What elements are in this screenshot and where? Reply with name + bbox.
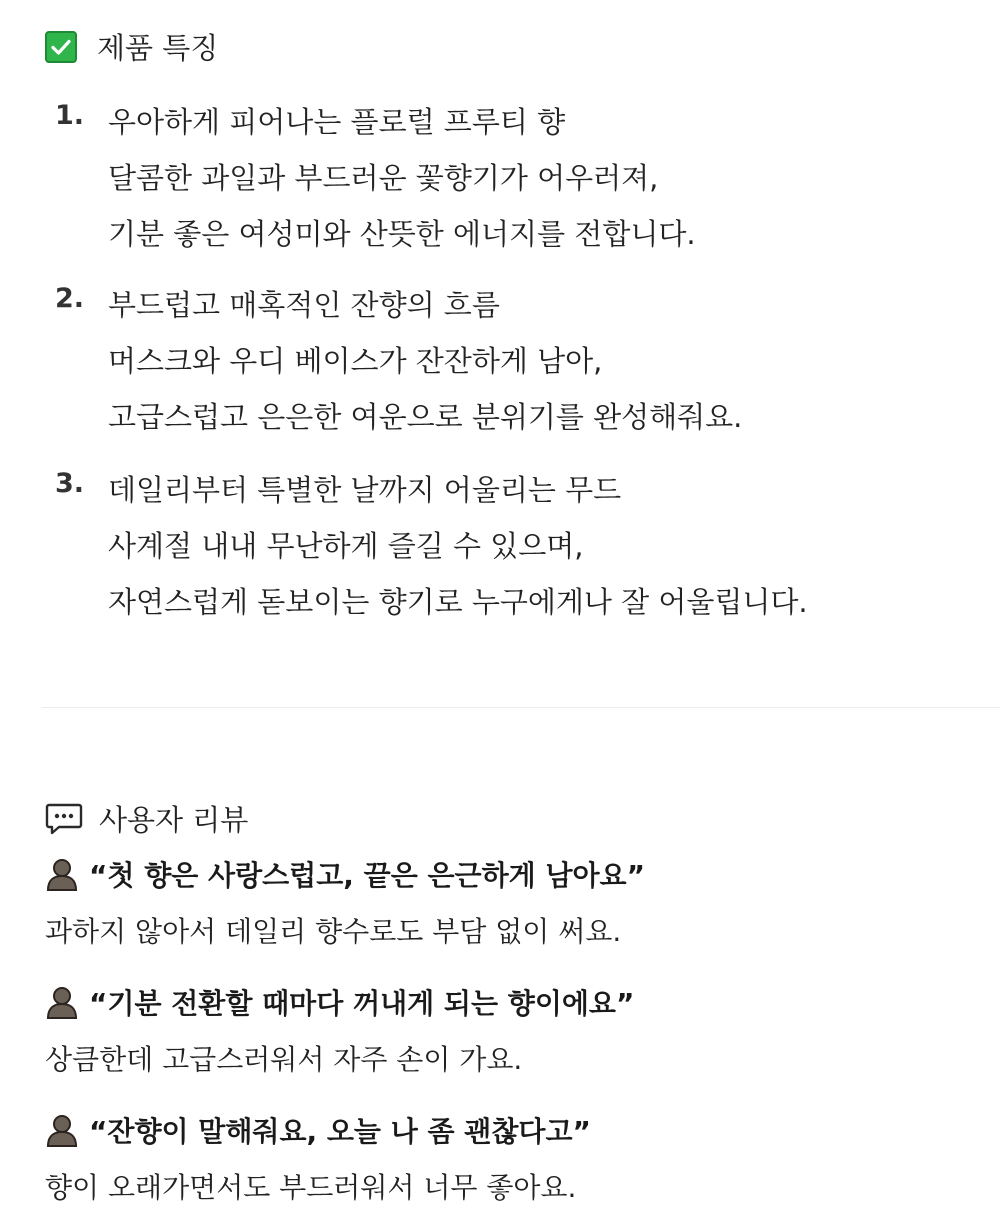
feature-description: 고급스럽고 은은한 여운으로 분위기를 완성해줘요. — [108, 400, 743, 434]
features-header — [45, 26, 218, 67]
person-icon — [45, 857, 79, 891]
feature-heading: 데일리부터 특별한 날까지 어울리는 무드 — [108, 473, 622, 507]
feature-description: 사계절 내내 무난하게 즐길 수 있으며, — [108, 529, 584, 563]
check-mark-icon — [45, 31, 77, 63]
review-title — [45, 982, 634, 1022]
review-quote: “잔향이 말해줘요, 오늘 나 좀 괜찮다고” — [89, 1115, 591, 1148]
feature-number: 3. — [55, 468, 85, 499]
review-title — [45, 854, 645, 894]
feature-heading: 부드럽고 매혹적인 잔향의 흐름 — [108, 288, 500, 322]
review-body: 향이 오래가면서도 부드러워서 너무 좋아요. — [45, 1171, 577, 1204]
reviews-title: 사용자 리뷰 — [99, 803, 249, 837]
features-title: 제품 특징 — [97, 31, 219, 65]
reviews-header — [45, 798, 248, 839]
person-icon — [45, 1113, 79, 1147]
review-quote: “기분 전환할 때마다 꺼내게 되는 향이에요” — [89, 987, 635, 1020]
feature-description: 자연스럽게 돋보이는 향기로 누구에게나 잘 어울립니다. — [108, 585, 808, 619]
feature-number: 2. — [55, 283, 85, 314]
review-body: 과하지 않아서 데일리 향수로도 부담 없이 써요. — [45, 915, 622, 948]
feature-description: 달콤한 과일과 부드러운 꽃향기가 어우러져, — [108, 161, 659, 195]
feature-description: 머스크와 우디 베이스가 잔잔하게 남아, — [108, 344, 603, 378]
section-divider — [42, 707, 1000, 708]
feature-description: 기분 좋은 여성미와 산뜻한 에너지를 전합니다. — [108, 217, 696, 251]
review-body: 상큼한데 고급스러워서 자주 손이 가요. — [45, 1043, 523, 1076]
speech-bubble-icon — [45, 802, 83, 836]
feature-heading: 우아하게 피어나는 플로럴 프루티 향 — [108, 105, 566, 139]
review-quote: “첫 향은 사랑스럽고, 끝은 은근하게 남아요” — [89, 859, 645, 892]
review-title — [45, 1110, 591, 1150]
person-icon — [45, 985, 79, 1019]
feature-number: 1. — [55, 100, 85, 131]
